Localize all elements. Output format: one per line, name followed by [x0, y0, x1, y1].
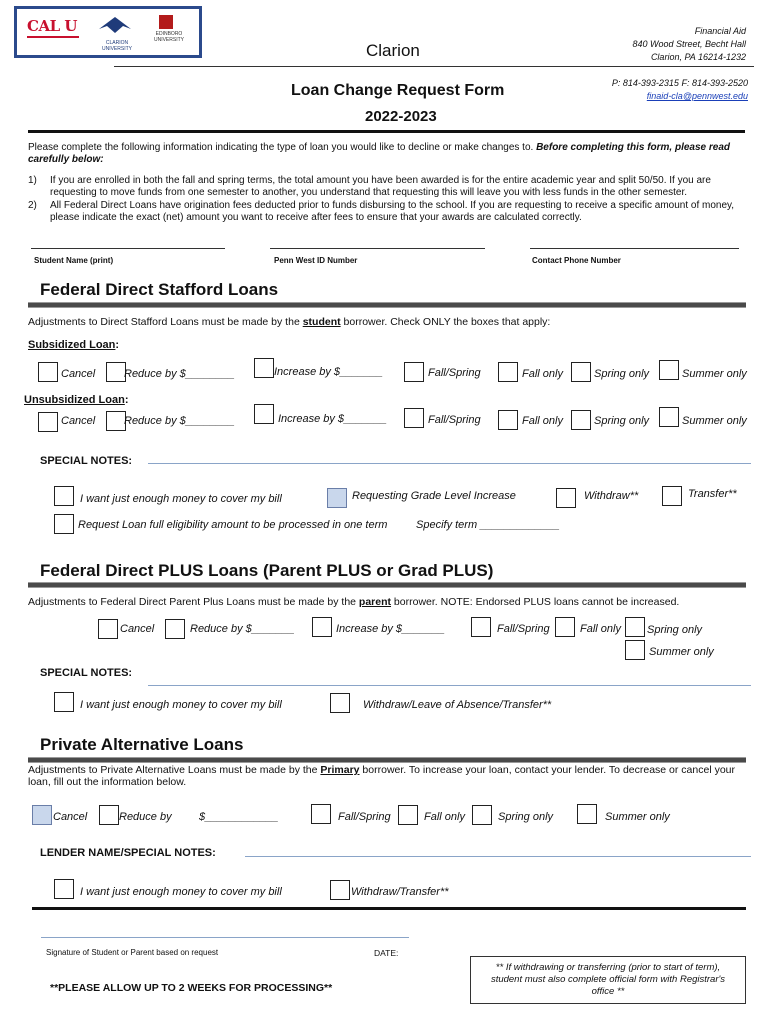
- grade-level-checkbox[interactable]: [327, 488, 347, 508]
- plus-withdraw-label: Withdraw/Leave of Absence/Transfer**: [363, 699, 552, 711]
- clarion-logo: [97, 15, 137, 51]
- specify-term-field[interactable]: Specify term _____________: [416, 519, 560, 531]
- private-amount-field[interactable]: $____________: [199, 811, 279, 823]
- unsub-summer-only-label: Summer only: [682, 415, 747, 427]
- withdraw-note-box: [470, 956, 746, 1004]
- calu-logo-text: CAL U: [27, 17, 77, 35]
- plus-withdraw-checkbox[interactable]: [330, 693, 350, 713]
- plus-increase-label: Increase by $_______: [336, 623, 445, 635]
- phone-fax: P: 814-393-2315 F: 814-393-2520: [611, 78, 748, 88]
- subsidized-label: [28, 339, 119, 351]
- private-desc: [28, 764, 748, 788]
- intro-paragraph: [28, 142, 750, 166]
- private-spring-only-checkbox[interactable]: [472, 805, 492, 825]
- unsubsidized-text: Unsubsidized Loan: [24, 394, 125, 406]
- one-term-label: Request Loan full eligibility amount to be processed in one term: [78, 519, 388, 531]
- penn-west-id-field[interactable]: [270, 248, 485, 249]
- plus-desc-a: Adjustments to Federal Direct Parent Plus Loans must be made by the: [28, 596, 359, 608]
- transfer-checkbox[interactable]: [662, 486, 682, 506]
- private-fall-spring-checkbox[interactable]: [311, 804, 331, 824]
- sub-summer-only-checkbox[interactable]: [659, 360, 679, 380]
- sub-cancel-label: Cancel: [61, 368, 96, 380]
- stafford-rule: [28, 302, 746, 308]
- unsub-fall-only-label: Fall only: [522, 415, 563, 427]
- sub-fall-spring-checkbox[interactable]: [404, 362, 424, 382]
- unsub-fall-spring-checkbox[interactable]: [404, 408, 424, 428]
- sub-fall-spring-label: Fall/Spring: [428, 367, 481, 379]
- eagle-icon: [97, 15, 133, 35]
- plus-spring-only-label: Spring only: [647, 624, 703, 636]
- intro-item-1: [28, 175, 753, 199]
- subsidized-text: Subsidized Loan: [28, 339, 116, 351]
- stafford-special-notes-label: SPECIAL NOTES:: [40, 455, 133, 467]
- sub-increase-checkbox[interactable]: [254, 358, 274, 378]
- plus-cancel-checkbox[interactable]: [98, 619, 118, 639]
- contact-phone-field[interactable]: [530, 248, 739, 249]
- plus-summer-only-checkbox[interactable]: [625, 640, 645, 660]
- withdraw-label: Withdraw**: [584, 490, 639, 502]
- intro-text: Please complete the following information indicating the type of loan you would like to decline or make changes to.: [28, 142, 537, 153]
- clarion-logo-text: CLARION UNIVERSITY: [101, 40, 132, 52]
- edinboro-logo-text: EDINBORO UNIVERSITY: [153, 31, 184, 43]
- plus-increase-checkbox[interactable]: [312, 617, 332, 637]
- private-cancel-checkbox[interactable]: [32, 805, 52, 825]
- one-term-checkbox[interactable]: [54, 514, 74, 534]
- private-summer-only-label: Summer only: [605, 811, 670, 823]
- unsub-reduce-checkbox[interactable]: [106, 411, 126, 431]
- unsub-increase-label: Increase by $_______: [278, 413, 387, 425]
- plus-just-enough-checkbox[interactable]: [54, 692, 74, 712]
- private-fall-only-checkbox[interactable]: [398, 805, 418, 825]
- form-year: 2022-2023: [365, 108, 437, 125]
- stafford-desc-b: borrower. Check ONLY the boxes that apply:: [340, 316, 551, 328]
- sub-spring-only-label: Spring only: [594, 368, 650, 380]
- plus-fall-only-checkbox[interactable]: [555, 617, 575, 637]
- private-reduce-label: Reduce by: [119, 811, 172, 823]
- title-rule: [28, 130, 745, 133]
- plus-fall-spring-label: Fall/Spring: [497, 623, 550, 635]
- unsub-cancel-checkbox[interactable]: [38, 412, 58, 432]
- plus-reduce-label: Reduce by $_______: [190, 623, 295, 635]
- unsubsidized-colon: :: [124, 394, 129, 406]
- office-name: Financial Aid: [694, 26, 746, 36]
- item2-text: All Federal Direct Loans have origination fees deducted prior to funds disbursing to the school. If you are requesting to receive a specific amount of money, please indicate the exact (net) amount you want to receive after fees to ensure that your awards are calculated correctly.: [50, 200, 735, 223]
- subsidized-colon: :: [115, 339, 120, 351]
- date-label: DATE:: [374, 948, 399, 958]
- plus-desc: [28, 596, 679, 608]
- stafford-desc: [28, 316, 550, 328]
- private-reduce-checkbox[interactable]: [99, 805, 119, 825]
- stafford-just-enough-checkbox[interactable]: [54, 486, 74, 506]
- sub-spring-only-checkbox[interactable]: [571, 362, 591, 382]
- plus-fall-only-label: Fall only: [580, 623, 621, 635]
- transfer-label: Transfer**: [688, 488, 737, 500]
- grade-level-label: Requesting Grade Level Increase: [352, 490, 516, 502]
- office-city: Clarion, PA 16214-1232: [650, 52, 746, 62]
- signature-field[interactable]: [41, 937, 409, 938]
- plus-title: Federal Direct PLUS Loans (Parent PLUS or Grad PLUS): [40, 561, 494, 580]
- plus-rule: [28, 582, 746, 588]
- unsub-reduce-label: Reduce by $________: [124, 415, 235, 427]
- calu-logo: [27, 17, 87, 47]
- unsubsidized-label: [24, 394, 129, 406]
- private-spring-only-label: Spring only: [498, 811, 554, 823]
- signature-label: Signature of Student or Parent based on request: [46, 948, 219, 957]
- plus-cancel-label: Cancel: [120, 623, 155, 635]
- private-withdraw-label: Withdraw/Transfer**: [351, 886, 449, 898]
- private-fall-spring-label: Fall/Spring: [338, 811, 391, 823]
- private-just-enough-label: I want just enough money to cover my bill: [80, 886, 282, 898]
- unsub-spring-only-label: Spring only: [594, 415, 650, 427]
- private-desc-b: borrower. To increase your loan, contact your lender. To decrease or cancel your loan, fill out the information below.: [28, 764, 736, 788]
- edinboro-logo: [147, 15, 191, 51]
- unsub-increase-checkbox[interactable]: [254, 404, 274, 424]
- lender-field[interactable]: [245, 856, 751, 857]
- stafford-title: Federal Direct Stafford Loans: [40, 280, 279, 299]
- item2-num: 2): [28, 200, 37, 211]
- plus-desc-u: parent: [358, 596, 392, 608]
- private-just-enough-checkbox[interactable]: [54, 879, 74, 899]
- sub-fall-only-label: Fall only: [522, 368, 563, 380]
- lender-label: LENDER NAME/SPECIAL NOTES:: [40, 847, 216, 859]
- private-fall-only-label: Fall only: [424, 811, 465, 823]
- penn-west-id-label: Penn West ID Number: [274, 256, 358, 265]
- unsub-cancel-label: Cancel: [61, 415, 96, 427]
- stafford-special-notes-field[interactable]: [148, 463, 751, 464]
- private-title: Private Alternative Loans: [40, 735, 244, 754]
- private-summer-only-checkbox[interactable]: [577, 804, 597, 824]
- item1-num: 1): [28, 175, 37, 186]
- stafford-desc-u: student: [302, 316, 341, 328]
- processing-note: **PLEASE ALLOW UP TO 2 WEEKS FOR PROCESSING**: [50, 982, 333, 994]
- unsub-fall-only-checkbox[interactable]: [498, 410, 518, 430]
- stafford-desc-a: Adjustments to Direct Stafford Loans must be made by the: [28, 316, 303, 328]
- plus-special-notes-label: SPECIAL NOTES:: [40, 667, 133, 679]
- header-rule: [114, 66, 754, 67]
- form-title: Loan Change Request Form: [291, 82, 505, 99]
- plus-spring-only-checkbox[interactable]: [625, 617, 645, 637]
- sub-increase-label: Increase by $_______: [274, 366, 383, 378]
- student-name-field[interactable]: [31, 248, 225, 249]
- unsub-spring-only-checkbox[interactable]: [571, 410, 591, 430]
- plus-reduce-checkbox[interactable]: [165, 619, 185, 639]
- unsub-summer-only-checkbox[interactable]: [659, 407, 679, 427]
- plus-summer-only-label: Summer only: [649, 646, 714, 658]
- plus-fall-spring-checkbox[interactable]: [471, 617, 491, 637]
- office-street: 840 Wood Street, Becht Hall: [632, 39, 746, 49]
- contact-phone-label: Contact Phone Number: [532, 256, 621, 265]
- sub-reduce-label: Reduce by $________: [124, 368, 235, 380]
- private-rule: [28, 757, 746, 763]
- item1-text: If you are enrolled in both the fall and spring terms, the total amount you have been awarded is for the entire academic year and split 50/50. If you are requesting to move funds from one semester to another, you understand that requesting this will leave you with less funds in the other semester.: [50, 175, 711, 198]
- private-cancel-label: Cancel: [53, 811, 88, 823]
- office-contact: [612, 77, 748, 103]
- campus-name: Clarion: [366, 41, 420, 60]
- unsub-fall-spring-label: Fall/Spring: [428, 414, 481, 426]
- intro-item-2: [28, 200, 753, 224]
- plus-just-enough-label: I want just enough money to cover my bill: [80, 699, 282, 711]
- withdraw-checkbox[interactable]: [556, 488, 576, 508]
- logo-box: [14, 6, 202, 58]
- email-link[interactable]: finaid-cla@pennwest.edu: [646, 91, 748, 101]
- plus-desc-b: borrower. NOTE: Endorsed PLUS loans cannot be increased.: [391, 596, 680, 608]
- sub-cancel-checkbox[interactable]: [38, 362, 58, 382]
- office-address: [632, 25, 746, 64]
- student-name-label: Student Name (print): [34, 256, 114, 265]
- bottom-rule: [32, 907, 746, 910]
- sub-fall-only-checkbox[interactable]: [498, 362, 518, 382]
- withdraw-note-text: ** If withdrawing or transferring (prior to start of term), student must also complete official form with Registrar's office **: [490, 962, 726, 997]
- sub-reduce-checkbox[interactable]: [106, 362, 126, 382]
- private-withdraw-checkbox[interactable]: [330, 880, 350, 900]
- private-desc-a: Adjustments to Private Alternative Loans must be made by the: [28, 764, 321, 776]
- stafford-just-enough-label: I want just enough money to cover my bill: [80, 493, 282, 505]
- sub-summer-only-label: Summer only: [682, 368, 747, 380]
- private-desc-u: Primary: [320, 764, 360, 776]
- intro-emphasis: Before completing this form, please read carefully below:: [28, 142, 731, 165]
- plus-special-notes-field[interactable]: [148, 685, 751, 686]
